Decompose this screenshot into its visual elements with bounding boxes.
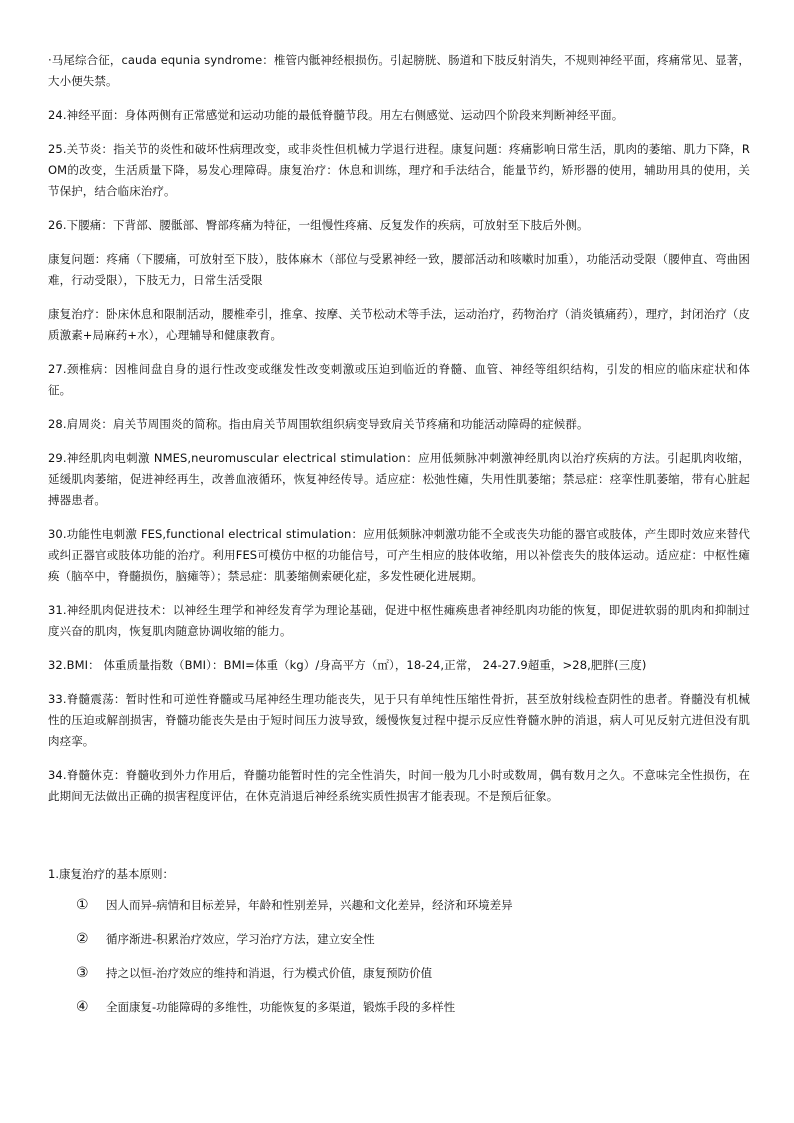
principle-text: 因人而异-病情和目标差异，年龄和性别差异，兴趣和文化差异，经济和环境差异 [106,898,513,912]
document-body [48,50,750,1031]
principles-list [48,895,750,1018]
paragraph-cauda-equina: ·马尾综合征，cauda equnia syndrome：椎管内骶神经根损伤。引起膀胱、肠道和下肢反射消失，不规则神经平面，疼痛常见、显著，大小便失禁。 [48,53,750,88]
principle-item [48,929,750,950]
paragraph-32-bmi: 32.BMI： 体重质量指数（BMI）：BMI=体重（kg）/身高平方（㎡），18-24,正常， 24-27.9超重，>28,肥胖(三度) [48,658,647,672]
paragraph-26-low-back-pain: 26.下腰痛：下背部、腰骶部、臀部疼痛为特征，一组慢性疼痛、反复发作的疾病，可放射至下肢后外侧。 [48,218,589,232]
principle-text: 持之以恒-治疗效应的维持和消退，行为模式价值，康复预防价值 [106,966,433,980]
principles-heading: 1.康复治疗的基本原则： [48,867,174,881]
paragraph-30-fes: 30.功能性电刺激 FES,functional electrical stimulation：应用低频脉冲刺激功能不全或丧失功能的器官或肢体，产生即时效应来替代或纠正器官或肢体功能的治疗。利用FES可模仿中枢的功能信号，可产生相应的肢体收缩，用以补偿丧失的肢体运动。适应症：中枢性瘫痪（脑卒中，脊髓损伤，脑瘫等）；禁忌症：肌萎缩侧索硬化症，多发性硬化进展期。 [48,527,750,583]
paragraph-26-rehab-problems: 康复问题：疼痛（下腰痛，可放射至下肢），肢体麻木（部位与受累神经一致，腰部活动和咳嗽时加重），功能活动受限（腰伸直、弯曲困难，行动受限），下肢无力，日常生活受限 [48,252,750,287]
principle-item [48,963,750,984]
principle-item [48,895,750,916]
paragraph-31-neuromuscular-facilitation: 31.神经肌肉促进技术：以神经生理学和神经发育学为理论基础，促进中枢性瘫痪患者神经肌肉功能的恢复，即促进软弱的肌肉和抑制过度兴奋的肌肉，恢复肌肉随意协调收缩的能力。 [48,603,750,638]
principle-item [48,997,750,1018]
paragraph-33-spinal-concussion: 33.脊髓震荡：暂时性和可逆性脊髓或马尾神经生理功能丧失，见于只有单纯性压缩性骨折，甚至放射线检查阴性的患者。脊髓没有机械性的压迫或解剖损害，脊髓功能丧失是由于短时间压力波导致，缓慢恢复过程中提示反应性脊髓水肿的消退，病人可见反射亢进但没有肌肉痉挛。 [48,692,750,748]
principle-number: ③ [76,965,89,981]
paragraph-26-rehab-treatment: 康复治疗：卧床休息和限制活动，腰椎牵引，推拿、按摩、关节松动术等手法，运动治疗，药物治疗（消炎镇痛药），理疗，封闭治疗（皮质激素+局麻药+水），心理辅导和健康教育。 [48,307,750,342]
principle-number: ① [76,897,89,913]
paragraph-25-arthritis: 25.关节炎：指关节的炎性和破坏性病理改变，或非炎性但机械力学退行进程。康复问题：疼痛影响日常生活，肌肉的萎缩、肌力下降，ROM的改变，生活质量下降，易发心理障碍。康复治疗：休息和训练，理疗和手法结合，能量节约，矫形器的使用，辅助用具的使用，关节保护，结合临床治疗。 [48,142,750,198]
paragraph-29-nmes: 29.神经肌肉电刺激 NMES,neuromuscular electrical stimulation：应用低频脉冲刺激神经肌肉以治疗疾病的方法。引起肌肉收缩，延缓肌肉萎缩，促进神经再生，改善血液循环，恢复神经传导。适应症：松弛性瘫，失用性肌萎缩；禁忌症：痉挛性肌萎缩，带有心脏起搏器患者。 [48,451,750,507]
principle-text: 循序渐进-积累治疗效应，学习治疗方法，建立安全性 [106,932,375,946]
principle-number: ② [76,931,89,947]
section-spacer [48,820,750,864]
paragraph-28-frozen-shoulder: 28.肩周炎：肩关节周围炎的简称。指由肩关节周围软组织病变导致肩关节疼痛和功能活动障碍的症候群。 [48,417,589,431]
principle-text: 全面康复-功能障碍的多维性，功能恢复的多渠道，锻炼手段的多样性 [106,1000,456,1014]
paragraph-34-spinal-shock: 34.脊髓休克：脊髓收到外力作用后，脊髓功能暂时性的完全性消失，时间一般为几小时或数周，偶有数月之久。不意味完全性损伤，在此期间无法做出正确的损害程度评估，在休克消退后神经系统实质性损害才能表现。不是预后征象。 [48,768,750,803]
principle-number: ④ [76,999,89,1015]
paragraph-24-neurological-level: 24.神经平面：身体两侧有正常感觉和运动功能的最低脊髓节段。用左右侧感觉、运动四个阶段来判断神经平面。 [48,108,624,122]
paragraph-27-cervical-spondylosis: 27.颈椎病：因椎间盘自身的退行性改变或继发性改变刺激或压迫到临近的脊髓、血管、神经等组织结构，引发的相应的临床症状和体征。 [48,362,750,397]
